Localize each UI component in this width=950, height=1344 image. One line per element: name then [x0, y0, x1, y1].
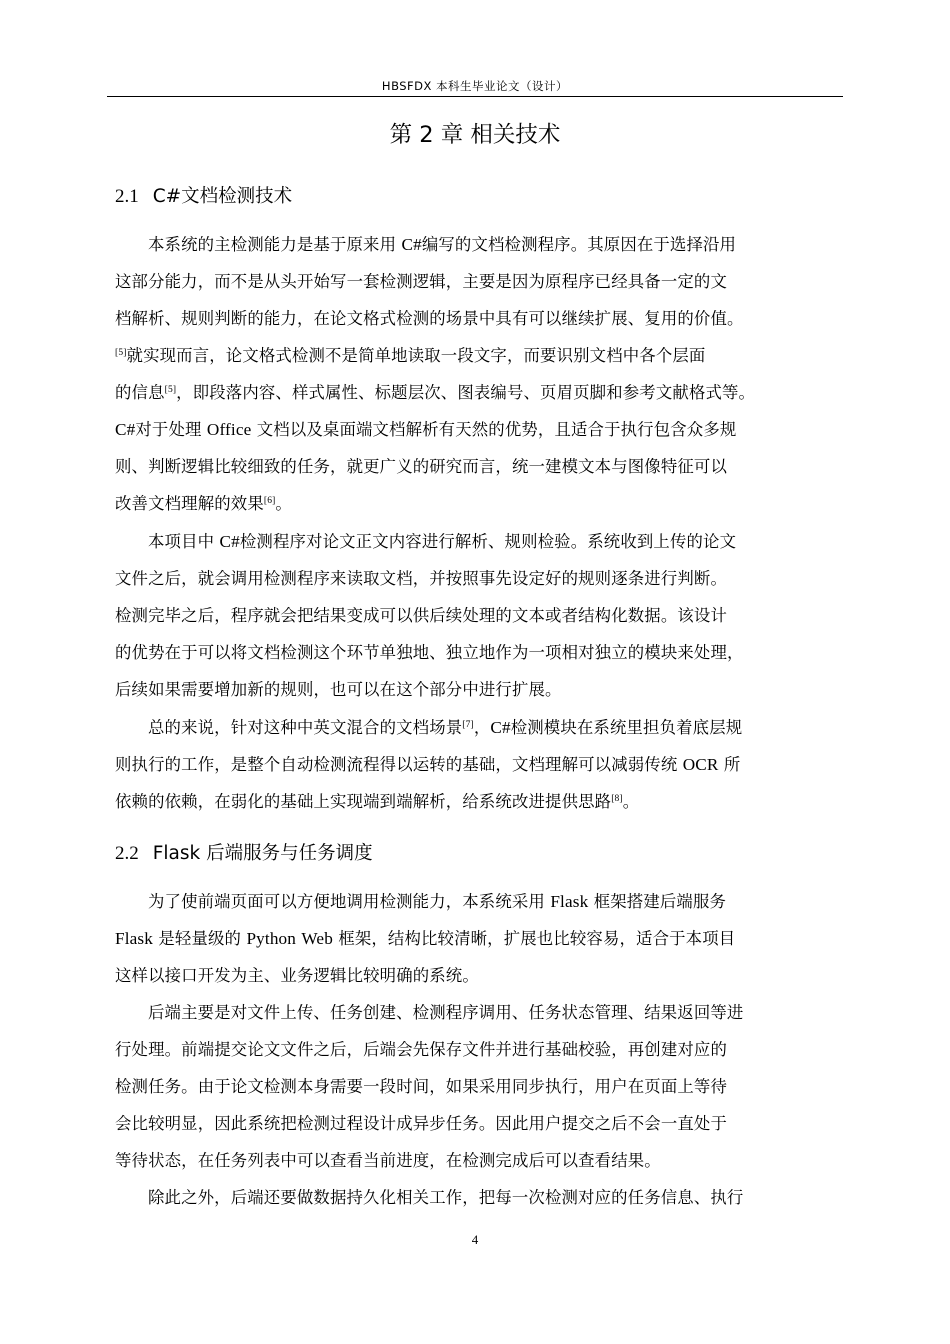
text-line	[115, 964, 479, 988]
text-line	[115, 1112, 727, 1136]
running-header: HBSFDX 本科生毕业论文（设计）	[381, 79, 569, 93]
text-line	[148, 890, 726, 914]
text-run: 依赖的依赖，在弱化的基础上实现端到端解析，给系统改进提供思路	[115, 792, 612, 811]
text-run: 为了使前端页面可以方便地调用检测能力，本系统采用 Flask 框架搭建后端服务	[148, 892, 727, 911]
text-line	[115, 492, 292, 516]
text-line	[115, 1075, 727, 1099]
text-line	[148, 1001, 743, 1025]
text-run: 本系统的主检测能力是基于原来用 C#编写的文档检测程序。其原因在于选择沿用	[148, 235, 737, 254]
text-run: 的优势在于可以将文档检测这个环节单独地、独立地作为一项相对独立的模块来处理，	[115, 643, 744, 662]
text-line	[115, 270, 727, 294]
text-run: C#对于处理 Office 文档以及桌面端文档解析有天然的优势，且适合于执行包含众多规	[115, 420, 737, 439]
text-line	[115, 678, 562, 702]
latin-run: C#	[490, 718, 511, 737]
text-line	[115, 927, 735, 951]
text-line	[115, 604, 727, 628]
text-line	[115, 641, 744, 665]
text-line	[115, 418, 736, 442]
text-line	[115, 567, 727, 591]
text-line	[115, 1149, 661, 1173]
text-line	[115, 455, 727, 479]
text-run: 检测任务。由于论文检测本身需要一段时间，如果采用同步执行，用户在页面上等待	[115, 1077, 728, 1096]
citation-marker: [8]	[611, 794, 623, 804]
section-number: 2.1	[115, 186, 139, 207]
latin-run: Python	[246, 929, 297, 948]
latin-run: C#	[115, 420, 136, 439]
text-run: 后续如果需要增加新的规则，也可以在这个部分中进行扩展。	[115, 680, 562, 699]
text-line	[115, 1038, 727, 1062]
chapter-title: 第 2 章 相关技术	[389, 122, 561, 148]
text-run: 则、判断逻辑比较细致的任务，就更广义的研究而言，统一建模文本与图像特征可以	[115, 457, 728, 476]
text-run: 则执行的工作，是整个自动检测流程得以运转的基础，文档理解可以减弱传统 OCR 所	[115, 755, 741, 774]
section-title-text: Flask 后端服务与任务调度	[152, 843, 373, 864]
text-run: 检测完毕之后，程序就会把结果变成可以供后续处理的文本或者结构化数据。该设计	[115, 606, 728, 625]
latin-run: Flask	[550, 892, 589, 911]
text-line	[115, 753, 740, 777]
latin-run: OCR	[682, 755, 719, 774]
text-line	[115, 381, 755, 405]
text-run: 总的来说，针对这种中英文混合的文档场景	[148, 718, 463, 737]
text-run: Flask 是轻量级的 Python Web 框架，结构比较清晰，扩展也比较容易，适合于本项目	[115, 929, 736, 948]
section-heading-2-1	[115, 183, 292, 211]
text-run: 。	[275, 494, 292, 513]
text-run: 行处理。前端提交论文文件之后，后端会先保存文件并进行基础校验，再创建对应的	[115, 1040, 728, 1059]
text-line	[115, 307, 744, 331]
citation-marker: [5]	[115, 348, 127, 358]
text-run: 这部分能力，而不是从头开始写一套检测逻辑，主要是因为原程序已经具备一定的文	[115, 272, 728, 291]
text-run: 。	[622, 792, 640, 811]
header-rule	[107, 96, 843, 97]
text-line	[115, 344, 705, 368]
text-run: 档解析、规则判断的能力，在论文格式检测的场景中具有可以继续扩展、复用的价值。	[115, 309, 744, 328]
citation-marker: [7]	[462, 720, 474, 730]
text-run: 本项目中 C#检测程序对论文正文内容进行解析、规则检验。系统收到上传的论文	[148, 532, 737, 551]
text-line	[115, 790, 639, 814]
section-number: 2.2	[115, 843, 139, 864]
text-line	[148, 716, 742, 740]
text-run: 后端主要是对文件上传、任务创建、检测程序调用、任务状态管理、结果返回等进	[148, 1003, 744, 1022]
latin-run: C#	[219, 532, 240, 551]
latin-run: C#	[401, 235, 422, 254]
latin-run: Office	[206, 420, 252, 439]
text-run: 的信息	[115, 383, 165, 402]
text-run: 就实现而言，论文格式检测不是简单地读取一段文字，而要识别文档中各个层面	[126, 346, 706, 365]
section-heading-2-2	[115, 840, 373, 868]
text-line	[148, 530, 736, 554]
text-run: 除此之外，后端还要做数据持久化相关工作，把每一次检测对应的任务信息、执行	[148, 1188, 744, 1207]
text-run: 这样以接口开发为主、业务逻辑比较明确的系统。	[115, 966, 479, 985]
text-run: 会比较明显，因此系统把检测过程设计成异步任务。因此用户提交之后不会一直处于	[115, 1114, 728, 1133]
text-run: 等待状态，在任务列表中可以查看当前进度，在检测完成后可以查看结果。	[115, 1151, 661, 1170]
text-line	[148, 233, 736, 257]
page-number: 4	[471, 1232, 479, 1247]
text-line	[148, 1186, 743, 1210]
citation-marker: [5]	[164, 385, 177, 395]
section-title-text: C#文档检测技术	[152, 186, 293, 207]
text-run: 文件之后，就会调用检测程序来读取文档，并按照事先设定好的规则逐条进行判断。	[115, 569, 728, 588]
citation-marker: [6]	[263, 496, 276, 506]
latin-run: Flask	[115, 929, 153, 948]
latin-run: Web	[301, 929, 333, 948]
text-run: ，C#检测模块在系统里担负着底层规	[473, 718, 743, 737]
text-run: 改善文档理解的效果	[115, 494, 264, 513]
text-run: ，即段落内容、样式属性、标题层次、图表编号、页眉页脚和参考文献格式等。	[176, 383, 756, 402]
